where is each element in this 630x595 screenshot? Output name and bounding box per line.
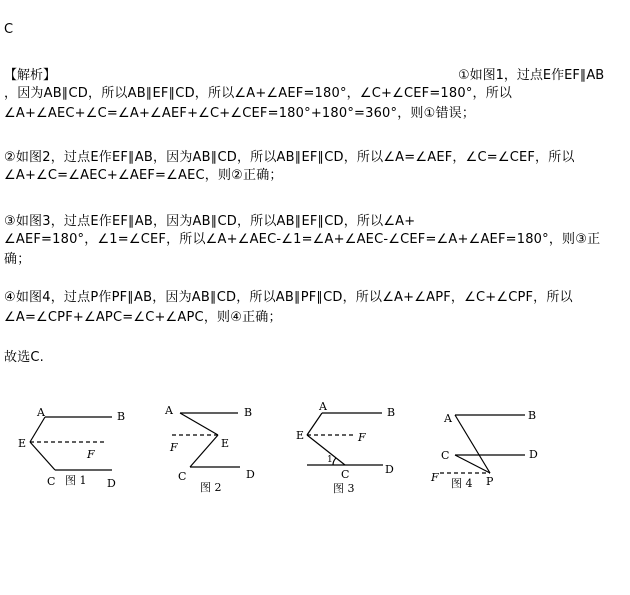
fig3-line-ae xyxy=(307,413,322,435)
figure-2 xyxy=(172,413,240,467)
fig2-caption: 图 2 xyxy=(200,481,222,494)
fig1-line-ec xyxy=(30,442,55,470)
figure-4 xyxy=(440,415,525,473)
fig2-label-a: A xyxy=(165,404,173,417)
para3-line1: ③如图3，过点E作EF∥AB，因为AB∥CD，所以AB∥EF∥CD，所以∠A+ xyxy=(4,214,416,229)
fig1-caption: 图 1 xyxy=(65,474,87,487)
fig1-label-c: C xyxy=(47,475,56,488)
fig1-label-a: A xyxy=(37,406,45,419)
analysis-intro: ①如图1，过点E作EF∥AB xyxy=(458,68,605,83)
fig2-label-d: D xyxy=(246,468,255,481)
para4-line2: ∠A=∠CPF+∠APC=∠C+∠APC，则④正确； xyxy=(4,310,282,325)
para2-line1: ②如图2，过点E作EF∥AB，因为AB∥CD，所以AB∥EF∥CD，所以∠A=∠AEF，∠C=∠CEF，所以 xyxy=(4,150,575,165)
fig3-label-b: B xyxy=(387,406,396,419)
para2-line2: ∠A+∠C=∠AEC+∠AEF=∠AEC，则②正确； xyxy=(4,168,283,183)
fig4-label-f: F xyxy=(431,471,439,484)
fig3-angle-arc xyxy=(333,458,336,465)
para1-line1: ，因为AB∥CD，所以AB∥EF∥CD，所以∠A+∠AEF=180°，∠C+∠CEF=180°，所以 xyxy=(4,86,513,101)
fig1-label-d: D xyxy=(107,477,116,490)
fig2-line-ec xyxy=(190,435,218,467)
fig4-label-c: C xyxy=(441,449,450,462)
answer-letter: C xyxy=(4,22,14,37)
fig3-label-angle: 1 xyxy=(327,455,333,465)
fig3-caption: 图 3 xyxy=(333,482,355,495)
fig2-line-ae xyxy=(180,413,218,435)
conclusion: 故选C. xyxy=(4,350,45,365)
fig2-label-f: F xyxy=(170,441,178,454)
fig1-label-f: F xyxy=(87,448,95,461)
analysis-heading: 【解析】 xyxy=(4,68,57,83)
fig3-label-d: D xyxy=(385,463,394,476)
fig3-label-a: A xyxy=(319,400,327,413)
figure-3 xyxy=(307,413,383,465)
fig3-label-c: C xyxy=(341,468,350,481)
para1-line2: ∠A+∠AEC+∠C=∠A+∠AEF+∠C+∠CEF=180°+180°=360°，则①错误； xyxy=(4,106,476,121)
fig2-label-e: E xyxy=(221,437,230,450)
fig4-label-d: D xyxy=(529,448,538,461)
fig4-label-a: A xyxy=(444,412,452,425)
para3-line2: ∠AEF=180°，∠1=∠CEF，所以∠A+∠AEC-∠1=∠A+∠AEC-∠CEF=∠A+∠AEF=180°，则③正 xyxy=(4,232,601,247)
figure-1 xyxy=(30,417,112,470)
fig4-label-p: P xyxy=(486,475,494,488)
fig2-label-c: C xyxy=(178,470,187,483)
fig1-label-b: B xyxy=(117,410,126,423)
fig4-label-b: B xyxy=(528,409,537,422)
para4-line1: ④如图4，过点P作PF∥AB，因为AB∥CD，所以AB∥PF∥CD，所以∠A+∠APF，∠C+∠CPF，所以 xyxy=(4,290,573,305)
fig1-line-ae xyxy=(30,417,45,442)
fig2-label-b: B xyxy=(244,406,253,419)
fig3-line-ec xyxy=(307,435,345,465)
para3-line3: 确； xyxy=(4,252,31,267)
fig1-label-e: E xyxy=(18,437,27,450)
fig3-label-f: F xyxy=(358,431,366,444)
figures-panel xyxy=(0,395,630,595)
fig3-label-e: E xyxy=(296,429,305,442)
fig4-caption: 图 4 xyxy=(451,477,473,490)
